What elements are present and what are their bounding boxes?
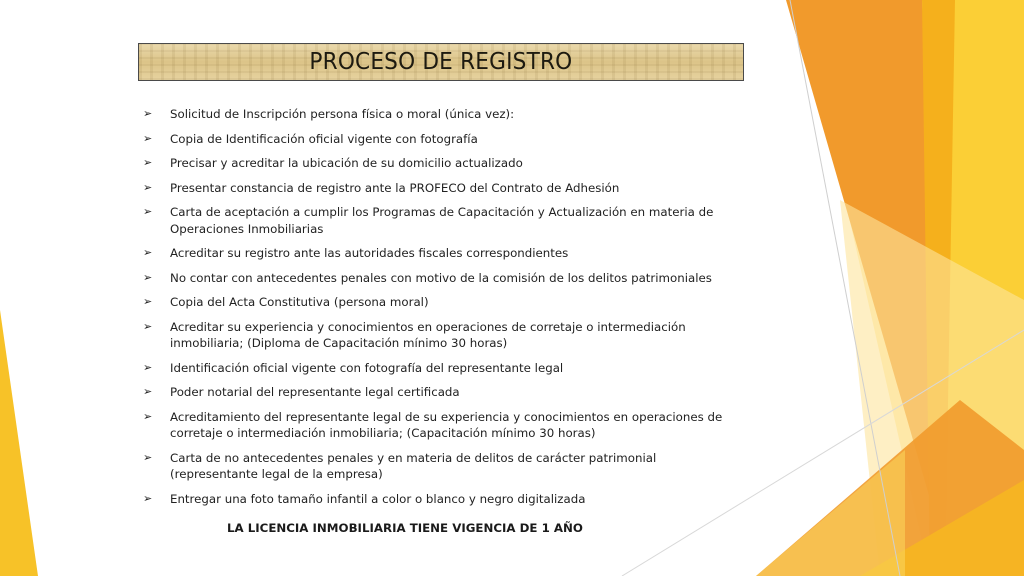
list-item-text: Copia de Identificación oficial vigente con fotografía <box>170 131 478 146</box>
arrowhead-bullet-icon: ➢ <box>143 295 153 308</box>
list-item-text: Presentar constancia de registro ante la PROFECO del Contrato de Adhesión <box>170 180 620 195</box>
list-item <box>143 131 743 148</box>
list-item-text: No contar con antecedentes penales con motivo de la comisión de los delitos patrimoniales <box>170 270 712 285</box>
arrowhead-bullet-icon: ➢ <box>143 131 153 145</box>
list-item <box>143 360 743 377</box>
list-item <box>143 180 743 197</box>
list-item-text: Precisar y acreditar la ubicación de su domicilio actualizado <box>170 156 523 170</box>
list-item <box>143 270 743 287</box>
arrowhead-bullet-icon: ➢ <box>143 491 153 505</box>
list-item-text: Identificación oficial vigente con fotografía del representante legal <box>170 360 564 375</box>
list-item <box>143 106 743 123</box>
left-gold-facet <box>0 310 38 576</box>
list-item-text: Acreditamiento del representante legal de su experiencia y conocimientos en operaciones de corretaje o intermediación inmobiliaria; (Capacitación mínimo 30 horas) <box>170 409 723 440</box>
list-item-text: Carta de aceptación a cumplir los Programas de Capacitación y Actualización en materia de Operaciones Inmobiliarias <box>170 205 714 236</box>
list-item-text: Poder notarial del representante legal certificada <box>170 385 460 399</box>
list-item <box>143 491 743 508</box>
list-item-text: Acreditar su registro ante las autoridades fiscales correspondientes <box>170 246 569 260</box>
list-item <box>143 204 743 237</box>
list-item-text: Carta de no antecedentes penales y en materia de delitos de carácter patrimonial (representante legal de la empresa) <box>170 450 657 481</box>
arrowhead-bullet-icon: ➢ <box>143 385 153 398</box>
arrowhead-bullet-icon: ➢ <box>143 450 153 464</box>
list-item <box>143 294 743 311</box>
list-item-text: Copia del Acta Constitutiva (persona moral) <box>170 295 429 309</box>
list-item <box>143 409 743 442</box>
list-item <box>143 245 743 262</box>
list-item-text: Acreditar su experiencia y conocimientos en operaciones de corretaje o intermediación inmobiliaria; (Diploma de Capacitación mínimo 30 horas) <box>170 319 686 350</box>
arrowhead-bullet-icon: ➢ <box>143 409 153 423</box>
list-item-text: Entregar una foto tamaño infantil a color o blanco y negro digitalizada <box>170 491 586 506</box>
license-validity-note: LA LICENCIA INMOBILIARIA TIENE VIGENCIA DE 1 AÑO <box>227 521 583 535</box>
arrowhead-bullet-icon: ➢ <box>143 360 153 374</box>
list-item <box>143 319 743 352</box>
arrowhead-bullet-icon: ➢ <box>143 205 153 218</box>
page-title: PROCESO DE REGISTRO <box>309 49 573 75</box>
requirements-list <box>143 106 743 515</box>
arrowhead-bullet-icon: ➢ <box>143 270 153 284</box>
arrowhead-bullet-icon: ➢ <box>143 319 153 333</box>
list-item <box>143 155 743 172</box>
list-item <box>143 384 743 401</box>
list-item-text: Solicitud de Inscripción persona física o moral (única vez): <box>170 107 515 121</box>
arrowhead-bullet-icon: ➢ <box>143 156 153 169</box>
arrowhead-bullet-icon: ➢ <box>143 107 153 120</box>
arrowhead-bullet-icon: ➢ <box>143 180 153 194</box>
arrowhead-bullet-icon: ➢ <box>143 246 153 259</box>
title-banner <box>138 43 744 81</box>
list-item <box>143 450 743 483</box>
